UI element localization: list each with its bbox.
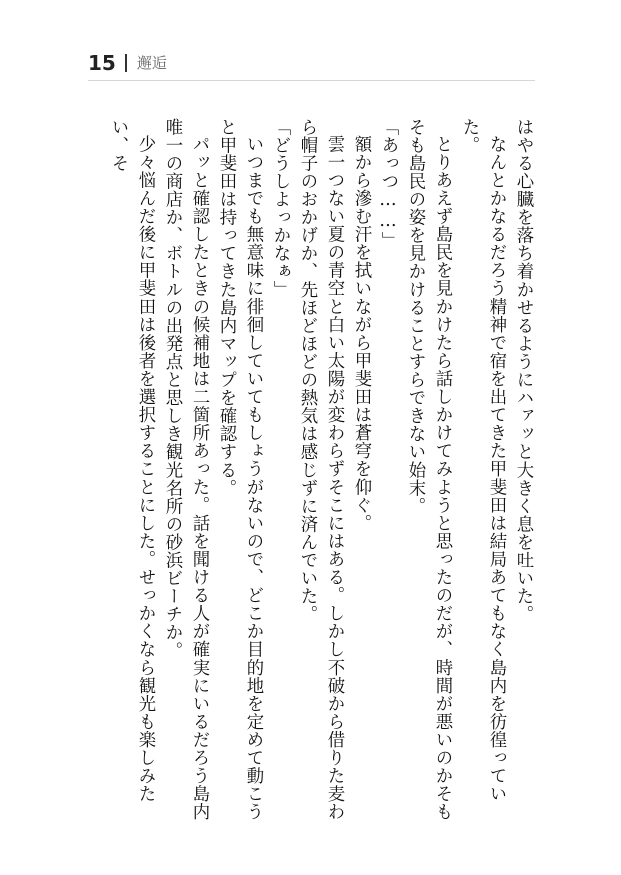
body-text xyxy=(96,118,536,830)
paragraph-3: とりあえず島民を見かけたら話しかけてみようと思ったのだが、時間が悪いのかそもそも島民の姿を見かけることすらできない始末。 xyxy=(405,118,452,822)
dialogue-1: 「あっつ……」 xyxy=(378,118,398,250)
header-divider xyxy=(125,54,127,72)
page-header xyxy=(88,50,167,76)
paragraph-4: 額から滲む汗を拭いながら甲斐田は蒼穹を仰ぐ。 xyxy=(351,135,371,533)
paragraph-1: はやる心臓を落ち着かせるようにハァッと大きく息を吐いた。 xyxy=(513,118,533,624)
paragraph-8: 少々悩んだ後に甲斐田は後者を選択することにした。せっかくなら観光も楽しみたい、そ xyxy=(108,118,155,804)
header-rule xyxy=(88,80,535,81)
page-number: 15 xyxy=(88,51,116,75)
paragraph-5: 雲一つない夏の青空と白い太陽が変わらずそこにはある。しかし不破から借りた麦わら帽子のおかげか、先ほどほどの熱気は感じずに済んでいた。 xyxy=(297,118,344,822)
paragraph-2: なんとかなるだろう精神で宿を出てきた甲斐田は結局あてもなく島内を彷徨っていた。 xyxy=(459,118,506,804)
paragraph-7: パッと確認したときの候補地は二箇所あった。話を聞ける人が確実にいるだろう島内唯一の商店か、ボトルの出発点と思しき観光名所の砂浜ビーチか。 xyxy=(162,118,209,822)
dialogue-2: 「どうしよっかなぁ」 xyxy=(270,118,290,299)
chapter-title: 邂逅 xyxy=(136,53,167,72)
paragraph-6: いつまでも無意味に徘徊していてもしょうがないので、どこか目的地を定めて動こうと甲斐田は持ってきた島内マップを確認する。 xyxy=(216,118,263,822)
